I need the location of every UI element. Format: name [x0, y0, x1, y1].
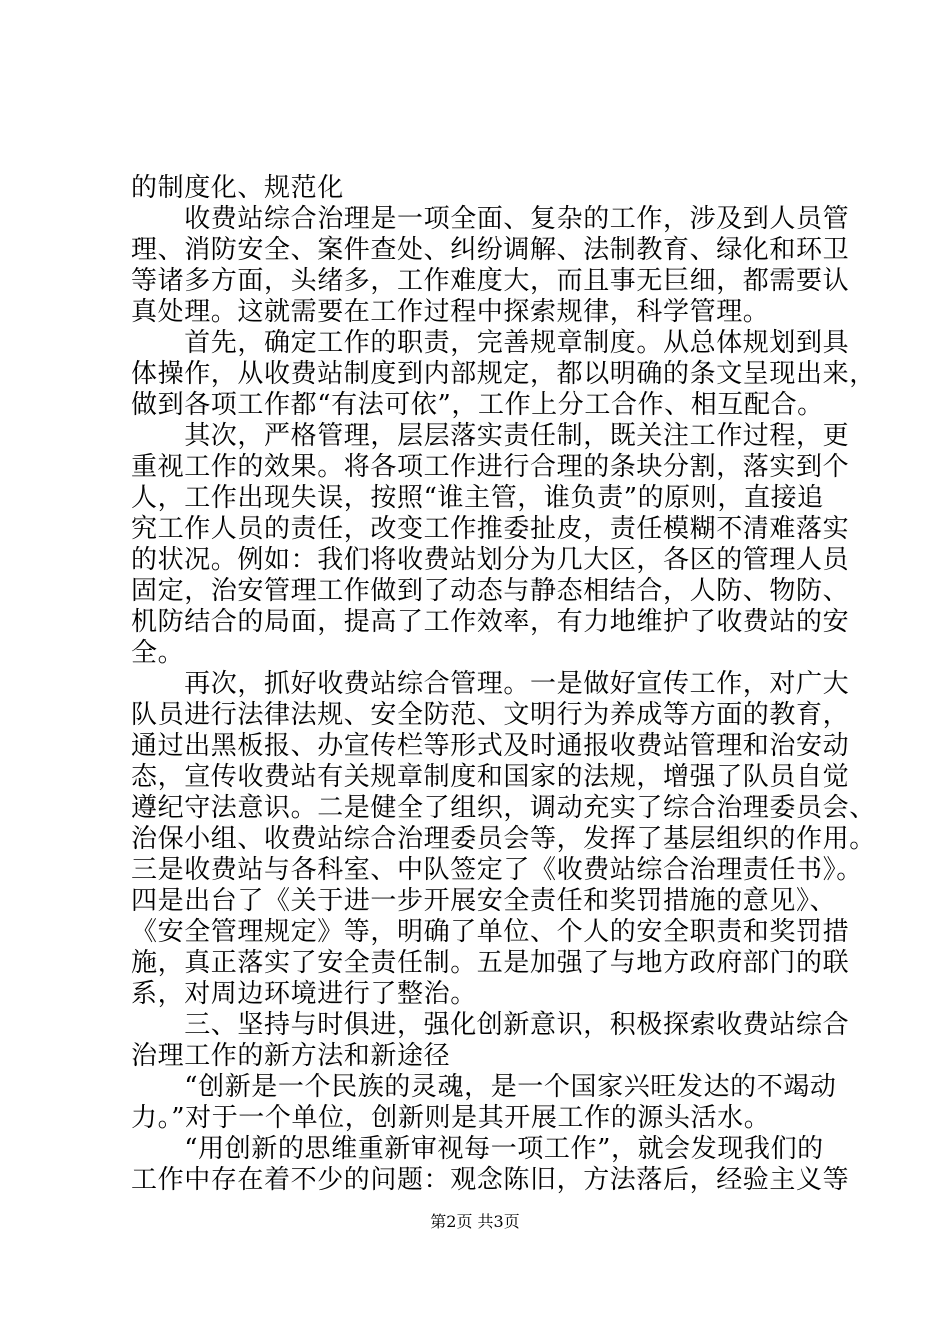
text-line: 等诸多方面，头绪多，工作难度大，而且事无巨细，都需要认 [131, 266, 850, 296]
text-line: 再次，抓好收费站综合管理。一是做好宣传工作，对广大 [131, 669, 850, 699]
text-line: 理、消防安全、案件查处、纠纷调解、法制教育、绿化和环卫 [131, 235, 850, 265]
text-line: 工作中存在着不少的问题：观念陈旧，方法落后，经验主义等 [131, 1165, 850, 1195]
text-line: 全。 [131, 638, 185, 668]
text-line: 真处理。这就需要在工作过程中探索规律，科学管理。 [131, 297, 770, 327]
text-line: 三、坚持与时俱进，强化创新意识，积极探索收费站综合 [131, 1010, 850, 1040]
text-line: 态，宣传收费站有关规章制度和国家的法规，增强了队员自觉 [131, 762, 850, 792]
text-line: 三是收费站与各科室、中队签定了《收费站综合治理责任书》。 [131, 855, 863, 885]
text-line: 系，对周边环境进行了整治。 [131, 979, 477, 1009]
text-line: “用创新的思维重新审视每一项工作”，就会发现我们的 [131, 1134, 824, 1164]
text-line: 治理工作的新方法和新途径 [131, 1041, 451, 1071]
text-line: 的状况。例如：我们将收费站划分为几大区，各区的管理人员 [131, 545, 850, 575]
text-line: 治保小组、收费站综合治理委员会等，发挥了基层组织的作用。 [131, 824, 876, 854]
text-line: 首先，确定工作的职责，完善规章制度。从总体规划到具 [131, 328, 850, 358]
text-line: 其次，严格管理，层层落实责任制，既关注工作过程，更 [131, 421, 850, 451]
text-line: 四是出台了《关于进一步开展安全责任和奖罚措施的意见》、 [131, 886, 837, 916]
text-line: 的制度化、规范化 [131, 173, 344, 203]
text-line: 力。”对于一个单位，创新则是其开展工作的源头活水。 [131, 1103, 771, 1133]
text-line: 遵纪守法意识。二是健全了组织，调动充实了综合治理委员会、 [131, 793, 876, 823]
text-line: 机防结合的局面，提高了工作效率，有力地维护了收费站的安 [131, 607, 850, 637]
text-line: 固定，治安管理工作做到了动态与静态相结合，人防、物防、 [131, 576, 850, 606]
text-line: 通过出黑板报、办宣传栏等形式及时通报收费站管理和治安动 [131, 731, 850, 761]
text-line: “创新是一个民族的灵魂，是一个国家兴旺发达的不竭动 [131, 1072, 837, 1102]
text-line: 做到各项工作都“有法可依”，工作上分工合作、相互配合。 [131, 390, 824, 420]
text-line: 收费站综合治理是一项全面、复杂的工作，涉及到人员管 [131, 204, 850, 234]
text-line: 队员进行法律法规、安全防范、文明行为养成等方面的教育， [131, 700, 850, 730]
text-line: 重视工作的效果。将各项工作进行合理的条块分割，落实到个 [131, 452, 850, 482]
text-line: 体操作，从收费站制度到内部规定，都以明确的条文呈现出来， [131, 359, 876, 389]
text-line: 施，真正落实了安全责任制。五是加强了与地方政府部门的联 [131, 948, 850, 978]
text-line: 究工作人员的责任，改变工作推委扯皮，责任模糊不清难落实 [131, 514, 850, 544]
text-line: 人，工作出现失误，按照“谁主管，谁负责”的原则，直接追 [131, 483, 824, 513]
page-footer: 第2页 共3页 [430, 1212, 520, 1231]
text-line: 《安全管理规定》等，明确了单位、个人的安全职责和奖罚措 [131, 917, 850, 947]
